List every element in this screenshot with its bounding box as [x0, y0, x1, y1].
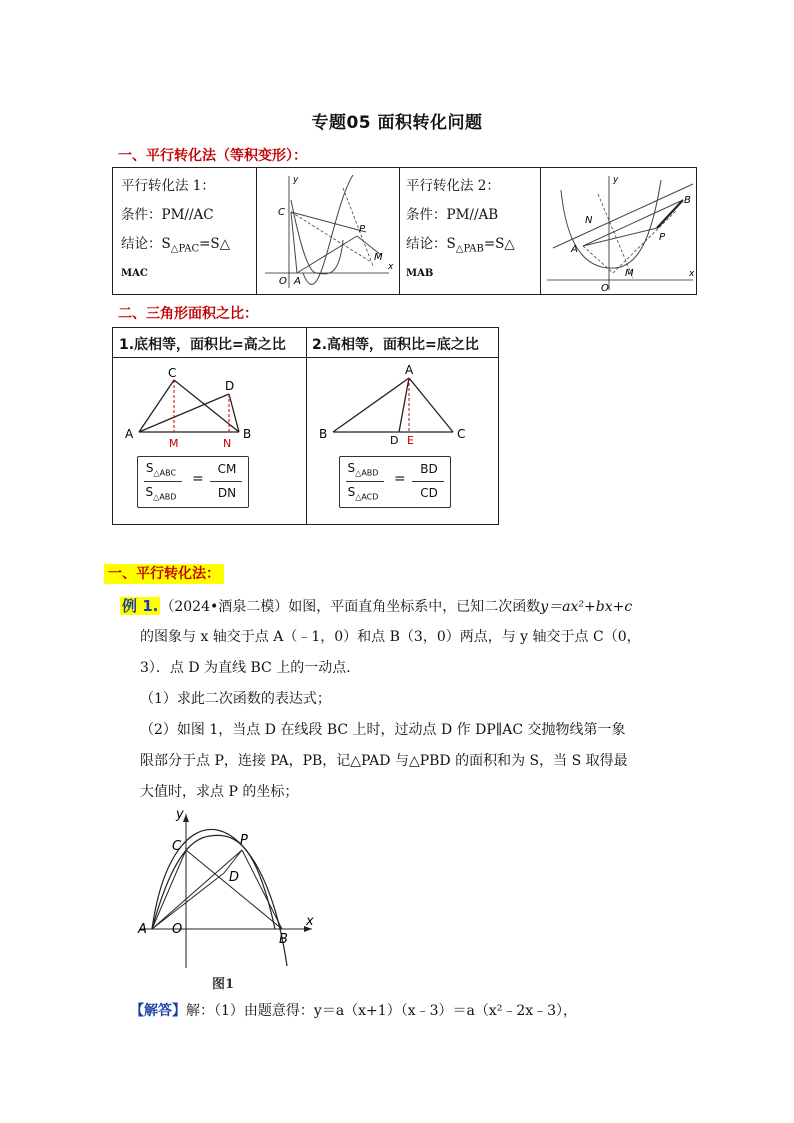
ratio2-e-label: E: [407, 434, 414, 447]
fig2-o-label: O: [601, 283, 609, 294]
ratio-formula2: $S_{\triangle ABD}$ $S_{\triangle ACD}$ = BD CD: [339, 456, 451, 508]
method2-name: 平行转化法 2：: [406, 178, 500, 194]
ratio1-d-label: D: [225, 379, 235, 393]
fig2-m-label: M: [625, 268, 634, 279]
method2-tail: MAB: [406, 268, 434, 279]
example-y-label: y: [176, 807, 184, 822]
ratio1-a-label: A: [125, 427, 134, 441]
method1-cell: [121, 180, 256, 279]
fig1-x-label: x: [388, 262, 394, 272]
fig2-a-label: A: [571, 244, 578, 255]
method1-figure: [261, 170, 397, 294]
fig2-n-label: N: [585, 215, 593, 226]
ratio2-b-label: B: [319, 427, 328, 441]
ratio2-c-label: C: [457, 427, 466, 441]
fig1-m-label: M: [374, 252, 383, 263]
fig2-b-label: B: [684, 195, 691, 206]
example-p-label: P: [240, 833, 248, 848]
ratio1-c-label: C: [168, 366, 177, 380]
example-b-label: B: [279, 932, 288, 947]
question2-line1: （2）如图 1，当点 D 在线段 BC 上时，过动点 D 作 DP∥AC 交抛物线第一象: [140, 722, 626, 738]
example-x-label: x: [306, 914, 314, 929]
example-label: 例 1.: [122, 597, 159, 615]
example-o-label: O: [172, 922, 183, 937]
ratio1-b-label: B: [243, 427, 252, 441]
method1-conclusion: 结论：$S_{\triangle PAC}=S\triangle$: [121, 236, 231, 255]
method-table: [112, 167, 697, 295]
answer-line: 【解答】解：（1）由题意得：y＝a（x+1）（x﹣3）＝a（x²﹣2x﹣3），: [130, 1003, 578, 1019]
fig2-x-label: x: [689, 269, 695, 279]
fig2-y-label: y: [613, 175, 619, 185]
ratio-col2-header: 2.高相等，面积比=底之比: [312, 337, 479, 353]
question1: （1）求此二次函数的表达式；: [140, 691, 331, 707]
page-title: 专题05 面积转化问题: [311, 113, 483, 133]
question2-line3: 大值时，求点 P 的坐标；: [140, 784, 299, 800]
section1-heading: 一、平行转化法（等积变形）：: [118, 148, 307, 164]
example-d-label: D: [229, 870, 240, 885]
answer-label: 【解答】: [130, 1003, 186, 1019]
ratio2-d-label: D: [390, 434, 399, 447]
method2-condition: 条件：PM//AB: [406, 207, 499, 223]
example-line2: 的图象与 x 轴交于点 A（﹣1，0）和点 B（3，0）两点，与 y 轴交于点 C（0，: [140, 629, 641, 645]
example-figure: [132, 806, 322, 971]
fig1-p-label: P: [359, 224, 366, 235]
method2-figure: [543, 170, 697, 294]
ratio-figure1: [119, 362, 301, 452]
method1-tail: MAC: [121, 268, 148, 279]
method1-name: 平行转化法 1：: [121, 178, 215, 194]
ratio-col1-header: 1.底相等，面积比=高之比: [119, 337, 286, 353]
example-line3: 3）．点 D 为直线 BC 上的一动点．: [140, 660, 361, 676]
fig1-y-label: y: [293, 175, 299, 185]
ratio-formula1: $S_{\triangle ABC}$ $S_{\triangle ABD}$ = CM DN: [137, 456, 249, 508]
ratio-figure2: [313, 362, 493, 452]
fig1-c-label: C: [278, 207, 285, 218]
method1-condition: 条件：PM//AC: [121, 207, 214, 223]
ratio1-m-label: M: [169, 437, 179, 450]
question2-line2: 限部分于点 P，连接 PA，PB，记△PAD 与△PBD 的面积和为 S，当 S 取得最: [140, 753, 628, 769]
method2-cell: [406, 180, 541, 279]
ratio-table: [112, 327, 499, 525]
fig1-o-label: O: [279, 276, 287, 287]
fig2-p-label: P: [659, 232, 666, 243]
example-line1: 例 1. （2024•酒泉二模）如图，平面直角坐标系中，已知二次函数y＝ax²+bx+c: [122, 597, 633, 615]
section2-heading: 二、三角形面积之比：: [118, 306, 258, 322]
ratio2-a-label: A: [405, 363, 414, 377]
example-c-label: C: [172, 839, 182, 854]
method2-conclusion: 结论：$S_{\triangle PAB}=S\triangle$: [406, 236, 515, 255]
fig1-a-label: A: [294, 276, 301, 287]
ratio1-n-label: N: [223, 437, 232, 450]
example-a-label: A: [138, 922, 147, 937]
part1-heading: 一、平行转化法：: [104, 563, 224, 583]
figure-caption: 图1: [212, 977, 235, 992]
